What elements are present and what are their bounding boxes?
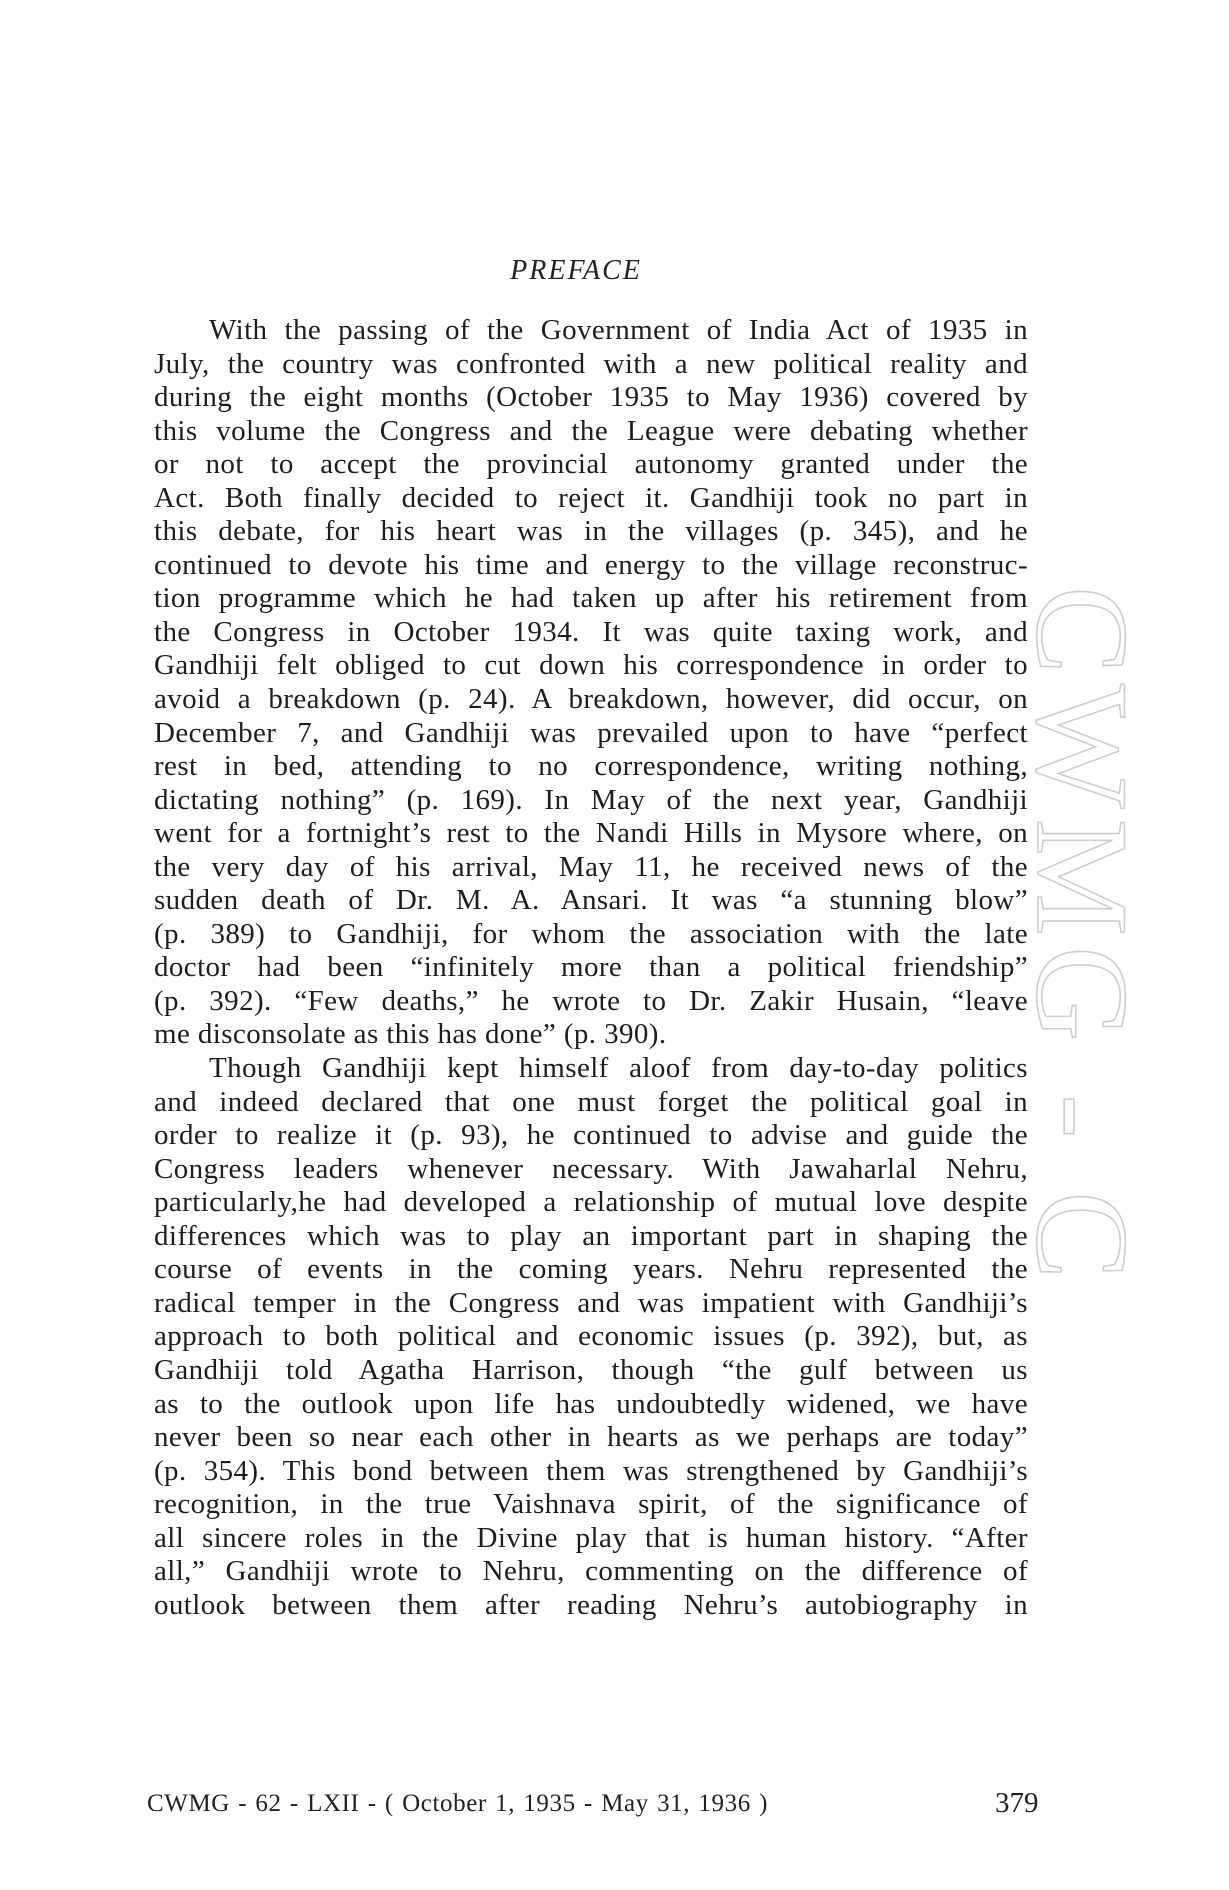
text-line: as to the outlook upon life has undoubtedly widened, we have (154, 1387, 1028, 1420)
text-line: me disconsolate as this has done” (p. 390). (154, 1018, 667, 1051)
text-line: all sincere roles in the Divine play that is human history. “After (154, 1521, 1028, 1554)
text-line: approach to both political and economic issues (p. 392), but, as (154, 1320, 1028, 1353)
text-line: Gandhiji told Agatha Harrison, though “the gulf between us (154, 1353, 1028, 1386)
text-line: doctor had been “infinitely more than a political friendship” (154, 951, 1028, 984)
text-line: the very day of his arrival, May 11, he received news of the (154, 850, 1028, 883)
body-text (154, 314, 1028, 1622)
watermark: CWMG - C (1009, 586, 1156, 1290)
text-line: order to realize it (p. 93), he continued to advise and guide the (154, 1119, 1028, 1152)
text-line: went for a fortnight’s rest to the Nandi Hills in Mysore where, on (154, 817, 1028, 850)
text-line: recognition, in the true Vaishnava spirit, of the significance of (154, 1488, 1028, 1521)
text-line: Congress leaders whenever necessary. With Jawaharlal Nehru, (154, 1152, 1028, 1185)
text-line: or not to accept the provincial autonomy granted under the (154, 448, 1028, 481)
text-line: this debate, for his heart was in the villages (p. 345), and he (154, 515, 1028, 548)
text-line: Though Gandhiji kept himself aloof from day-to-day politics (209, 1052, 1028, 1085)
text-line: this volume the Congress and the League were debating whether (154, 414, 1028, 447)
text-line: never been so near each other in hearts as we perhaps are today” (154, 1421, 1028, 1454)
text-line: outlook between them after reading Nehru’s autobiography in (154, 1588, 1028, 1621)
text-line: differences which was to play an important part in shaping the (154, 1219, 1028, 1252)
text-line: sudden death of Dr. M. A. Ansari. It was “a stunning blow” (154, 884, 1028, 917)
text-line: avoid a breakdown (p. 24). A breakdown, however, did occur, on (154, 683, 1028, 716)
page-title: PREFACE (510, 255, 642, 286)
text-line: and indeed declared that one must forget the political goal in (154, 1085, 1028, 1118)
running-footer: CWMG - 62 - LXII - ( October 1, 1935 - May 31, 1936 ) (147, 1790, 768, 1817)
text-line: course of events in the coming years. Nehru represented the (154, 1253, 1028, 1286)
text-line: tion programme which he had taken up after his retirement from (154, 582, 1028, 615)
text-line: December 7, and Gandhiji was prevailed upon to have “perfect (154, 716, 1028, 749)
text-line: (p. 389) to Gandhiji, for whom the association with the late (154, 917, 1028, 950)
text-line: continued to devote his time and energy to the village reconstruc- (154, 548, 1028, 581)
text-line: during the eight months (October 1935 to May 1936) covered by (154, 381, 1028, 414)
text-line: July, the country was confronted with a new political reality and (154, 347, 1028, 380)
page-number: 379 (995, 1787, 1039, 1819)
text-line: dictating nothing” (p. 169). In May of the next year, Gandhiji (154, 783, 1028, 816)
text-line: Act. Both finally decided to reject it. Gandhiji took no part in (154, 481, 1028, 514)
text-line: radical temper in the Congress and was impatient with Gandhiji’s (154, 1286, 1028, 1319)
text-line: the Congress in October 1934. It was quite taxing work, and (154, 615, 1028, 648)
paragraph (154, 1052, 1028, 1622)
text-line: particularly,he had developed a relationship of mutual love despite (154, 1186, 1028, 1219)
text-line: With the passing of the Government of India Act of 1935 in (209, 314, 1028, 346)
paragraph (154, 314, 1028, 1052)
text-line: Gandhiji felt obliged to cut down his correspondence in order to (154, 649, 1028, 682)
text-line: all,” Gandhiji wrote to Nehru, commenting on the difference of (154, 1555, 1028, 1588)
text-line: (p. 354). This bond between them was strengthened by Gandhiji’s (154, 1454, 1028, 1487)
text-line: rest in bed, attending to no correspondence, writing nothing, (154, 750, 1028, 783)
text-line: (p. 392). “Few deaths,” he wrote to Dr. Zakir Husain, “leave (154, 984, 1028, 1017)
